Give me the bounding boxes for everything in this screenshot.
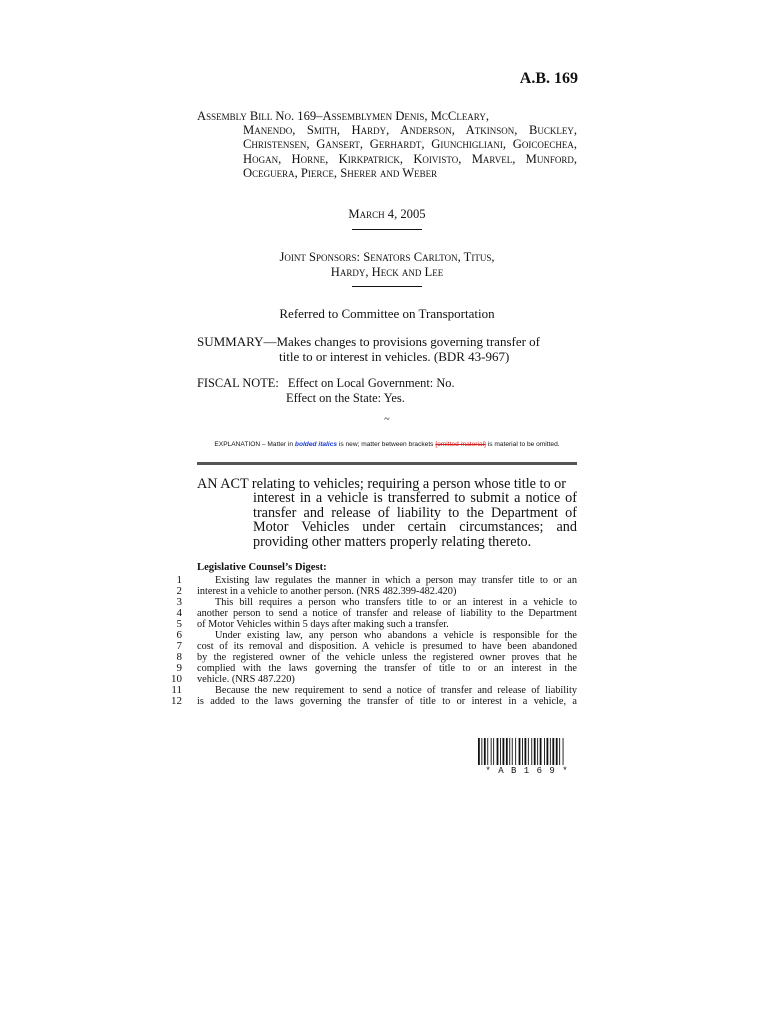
digest-line: complied with the laws governing the transfer of title to or an interest in the [197, 663, 577, 674]
digest-line: interest in a vehicle to another person. (NRS 482.399-482.420) [197, 586, 457, 597]
barcode-text: * A B 1 6 9 * [485, 766, 569, 776]
act-first-line: AN ACT relating to vehicles; requiring a person whose title to or [197, 476, 566, 492]
act-title [197, 477, 577, 549]
line-number: 2 [176, 585, 182, 597]
bill-date: March 4, 2005 [348, 207, 426, 221]
digest-line: vehicle. (NRS 487.220) [197, 674, 295, 685]
tilde-mark: ~ [384, 414, 390, 425]
digest-line: another person to send a notice of transfer and release of liability to the Department [197, 608, 577, 619]
summary [197, 334, 577, 364]
sponsors-first-line: Assembly Bill No. 169–Assemblymen Denis, McCleary, [197, 109, 489, 123]
fiscal-note-state: Effect on the State: Yes. [286, 390, 405, 405]
explanation-prefix: EXPLANATION – Matter in [214, 441, 294, 448]
digest-line: is added to the laws governing the transfer of title to or interest in a vehicle, a [197, 696, 577, 707]
digest-line: Because the new requirement to send a notice of transfer and release of liability [215, 685, 577, 696]
digest-line: by the registered owner of the vehicle unless the registered owner proves that he [197, 652, 577, 663]
barcode [478, 738, 576, 765]
line-numbers [160, 575, 182, 707]
fiscal-note-local: Effect on Local Government: No. [287, 376, 455, 390]
explanation-omitted-marker: [omitted material] [435, 441, 486, 448]
explanation-middle: is new; matter between brackets [338, 441, 434, 448]
act-rest: interest in a vehicle is transferred to submit a notice of transfer and release of liability to the Department of Motor Vehicles under certain circumstances; and providing other matters properly relating thereto. [253, 490, 577, 550]
explanation-new-marker: bolded italics [294, 441, 338, 448]
joint-sponsors-line1: Joint Sponsors: Senators Carlton, Titus, [279, 250, 495, 264]
divider-1 [197, 226, 577, 230]
digest-title: Legislative Counsel’s Digest: [197, 562, 327, 573]
line-number: 1 [176, 574, 182, 586]
line-number: 11 [171, 684, 182, 696]
fiscal-note-label: FISCAL NOTE: [197, 376, 279, 390]
digest-line: This bill requires a person who transfers title to or an interest in a vehicle to [215, 597, 577, 608]
fiscal-note [197, 376, 455, 405]
referral: Referred to Committee on Transportation [279, 306, 495, 321]
line-number: 5 [176, 618, 182, 630]
bill-number: A.B. 169 [519, 70, 578, 87]
divider-2 [197, 283, 577, 287]
joint-sponsors [197, 250, 577, 280]
summary-first-line: SUMMARY—Makes changes to provisions governing transfer of [197, 334, 541, 349]
explanation [197, 441, 577, 448]
line-number: 9 [176, 662, 182, 674]
line-number: 8 [176, 651, 182, 663]
sponsors-list: Manendo, Smith, Hardy, Anderson, Atkinson, Buckley, Christensen, Gansert, Gerhardt, Giunchigliani, Goicoechea, Hogan, Horne, Kirkpatrick, Koivisto, Marvel, Munford, Oceguera, Pierce, Sherer and Weber [243, 123, 577, 180]
joint-sponsors-line2: Hardy, Heck and Lee [330, 265, 444, 279]
digest-line: cost of its removal and disposition. A vehicle is presumed to have been abandoned [197, 641, 577, 652]
digest-body [197, 575, 577, 707]
summary-rest: title to or interest in vehicles. (BDR 43-967) [279, 349, 510, 364]
sponsors-block [197, 109, 577, 180]
digest-line: Existing law regulates the manner in which a person may transfer title to or an [215, 575, 577, 586]
line-number: 7 [176, 640, 182, 652]
digest-line: of Motor Vehicles within 5 days after making such a transfer. [197, 619, 449, 630]
line-number: 12 [171, 695, 182, 707]
line-number: 4 [176, 607, 182, 619]
line-number: 3 [176, 596, 182, 608]
line-number: 6 [176, 629, 182, 641]
explanation-suffix: is material to be omitted. [487, 441, 560, 448]
section-divider [197, 462, 577, 465]
digest-line: Under existing law, any person who abandons a vehicle is responsible for the [215, 630, 577, 641]
line-number: 10 [171, 673, 182, 685]
